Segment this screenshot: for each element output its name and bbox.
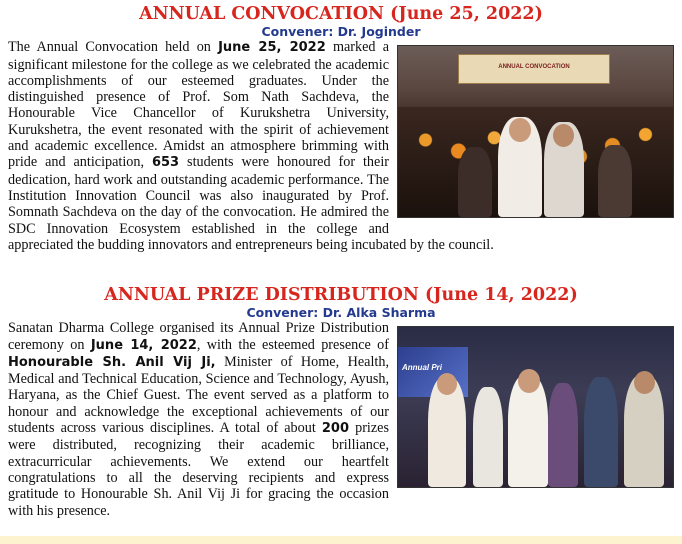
convocation-photo — [397, 45, 674, 218]
students-count-bold: 653 — [151, 155, 180, 171]
convocation-banner-text: ANNUAL CONVOCATION — [498, 64, 570, 71]
prize-distribution-convener: Convener: Dr. Alka Sharma — [246, 305, 436, 321]
convocation-convener: Convener: Dr. Joginder — [261, 24, 421, 40]
text-run: Minister of Home, Health, Medical and Technical Education, Science and Technology, Ayush, Haryana, as the Chief Guest. The event served as a platform to honour and acknowledge the exceptional achievements of our students across various disciplines. A total of about — [8, 353, 389, 437]
chief-guest-name-bold: Honourable Sh. Anil Vij Ji, — [8, 354, 216, 370]
student-figure — [584, 377, 618, 487]
guest-figure — [598, 145, 632, 217]
convocation-stage-banner — [458, 54, 610, 84]
text-run: prizes were distributed, recognizing their academic brilliance, extracurricular achievements. We extend our heartfelt congratulations to all the deserving recipients and express gratitude to Honourable Sh. Anil Vij Ji for gracing the occasion with his presence. — [8, 420, 389, 519]
prize-distribution-title: ANNUAL PRIZE DISTRIBUTION (June 14, 2022) — [104, 285, 578, 305]
prize-distribution-photo — [397, 326, 674, 488]
guest-figure — [473, 387, 503, 487]
text-run: , with the esteemed presence of — [196, 336, 389, 353]
convocation-title: ANNUAL CONVOCATION (June 25, 2022) — [139, 4, 543, 24]
text-run: students were honoured for their dedication, hard work and outstanding academic performance. The Institution Innovation Council was also inaugurated by Prof. Somnath Sachdeva on the day of the convocation. He admired the SDC Innovation Ecosystem established in the college and appreciated the budding innovators and entrepreneurs being incubated by the council. — [8, 154, 494, 253]
convocation-date-bold: June 25, 2022 — [218, 40, 326, 56]
text-run: Sanatan Dharma College organised its Annual Prize Distribution ceremony on — [8, 320, 389, 353]
prize-date-bold: June 14, 2022 — [90, 337, 197, 353]
student-figure — [548, 383, 578, 487]
convocation-section — [8, 5, 674, 253]
text-run: The Annual Convocation held on — [8, 39, 219, 56]
prizes-count-bold: 200 — [321, 421, 350, 437]
footer-band — [0, 536, 682, 544]
text-run: marked a significant milestone for the college as we celebrated the academic accomplishments of our esteemed graduates. Under the distinguished presence of Prof. Som Nath Sachdeva, the Honourable Vice Chancellor of Kurukshetra University, Kurukshetra, the event resonated with the spirit of achievement and academic excellence. Amidst an atmosphere brimming with pride and anticipation, — [8, 39, 389, 171]
prize-distribution-section — [8, 286, 674, 519]
guest-figure — [458, 147, 492, 217]
prize-banner-text: Annual Pri — [402, 363, 443, 373]
